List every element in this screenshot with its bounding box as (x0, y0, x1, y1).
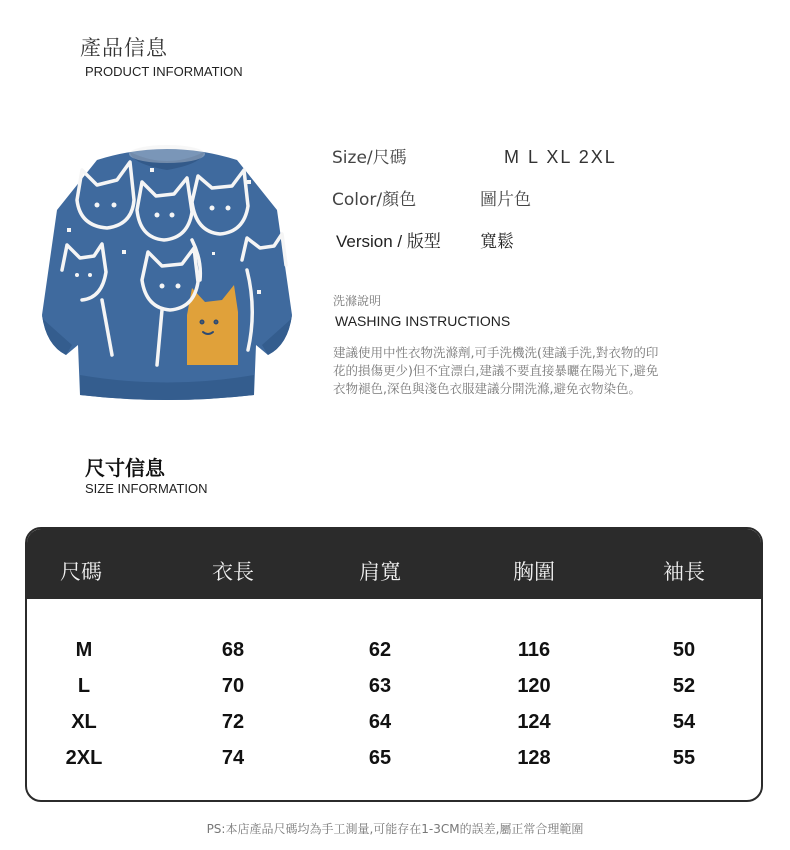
table-cell: XL (71, 711, 97, 733)
table-row (27, 704, 761, 740)
size-info-title: 尺寸信息 (85, 456, 165, 480)
table-cell: 2XL (65, 747, 103, 769)
table-row (27, 668, 761, 704)
washing-line: 建議使用中性衣物洗滌劑,可手洗機洗(建議手洗,對衣物的印 (333, 345, 659, 360)
washing-subtitle: WASHING INSTRUCTIONS (335, 313, 511, 329)
table-cell: 128 (517, 747, 551, 769)
header-chest: 胸圍 (513, 560, 555, 584)
table-cell: 65 (368, 747, 392, 769)
washing-text (333, 344, 728, 398)
washing-line: 花的損傷更少)但不宜漂白,建議不要直接暴曬在陽光下,避免 (333, 363, 659, 378)
table-cell: 74 (221, 747, 245, 769)
sweater-product-image (42, 140, 292, 405)
size-table (25, 527, 763, 802)
table-cell: M (75, 639, 93, 661)
table-cell: 54 (672, 711, 696, 733)
measurement-footnote: PS:本店產品尺碼均為手工測量,可能存在1-3CM的誤差,屬正常合理範圍 (206, 822, 584, 836)
product-info-title: 產品信息 (80, 36, 168, 60)
table-cell: 64 (368, 711, 392, 733)
spec-color-label: Color/顏色 (332, 190, 417, 210)
header-shoulder: 肩寬 (359, 560, 401, 584)
spec-version-row (336, 227, 514, 252)
header-size: 尺碼 (60, 560, 102, 584)
table-row (27, 740, 761, 776)
table-cell: 52 (672, 675, 696, 697)
table-header (27, 529, 761, 599)
table-row (27, 632, 761, 668)
spec-size-value: M L XL 2XL (504, 147, 617, 167)
header-length: 衣長 (212, 560, 254, 584)
product-info-subtitle: PRODUCT INFORMATION (85, 64, 243, 79)
table-cell: 120 (517, 675, 551, 697)
header-sleeve: 袖長 (663, 560, 705, 584)
table-cell: 72 (221, 711, 245, 733)
table-cell: 116 (517, 639, 551, 661)
table-cell: 124 (517, 711, 551, 733)
spec-size-row (332, 143, 617, 168)
table-cell: 63 (368, 675, 392, 697)
size-info-subtitle: SIZE INFORMATION (85, 481, 208, 496)
table-cell: 55 (672, 747, 696, 769)
washing-title: 洗滌說明 (333, 294, 382, 308)
table-cell: 70 (221, 675, 245, 697)
spec-size-label: Size/尺碼 (332, 148, 407, 168)
table-cell: 62 (368, 639, 392, 661)
washing-line: 衣物褪色,深色與淺色衣服建議分開洗滌,避免衣物染色。 (333, 381, 641, 396)
spec-color-row (332, 185, 531, 210)
spec-version-label: Version / 版型 (336, 232, 441, 251)
table-cell: L (77, 675, 91, 697)
spec-color-value: 圖片色 (480, 190, 531, 210)
table-cell: 68 (221, 639, 245, 661)
spec-version-value: 寬鬆 (480, 232, 514, 252)
table-cell: 50 (672, 639, 696, 661)
